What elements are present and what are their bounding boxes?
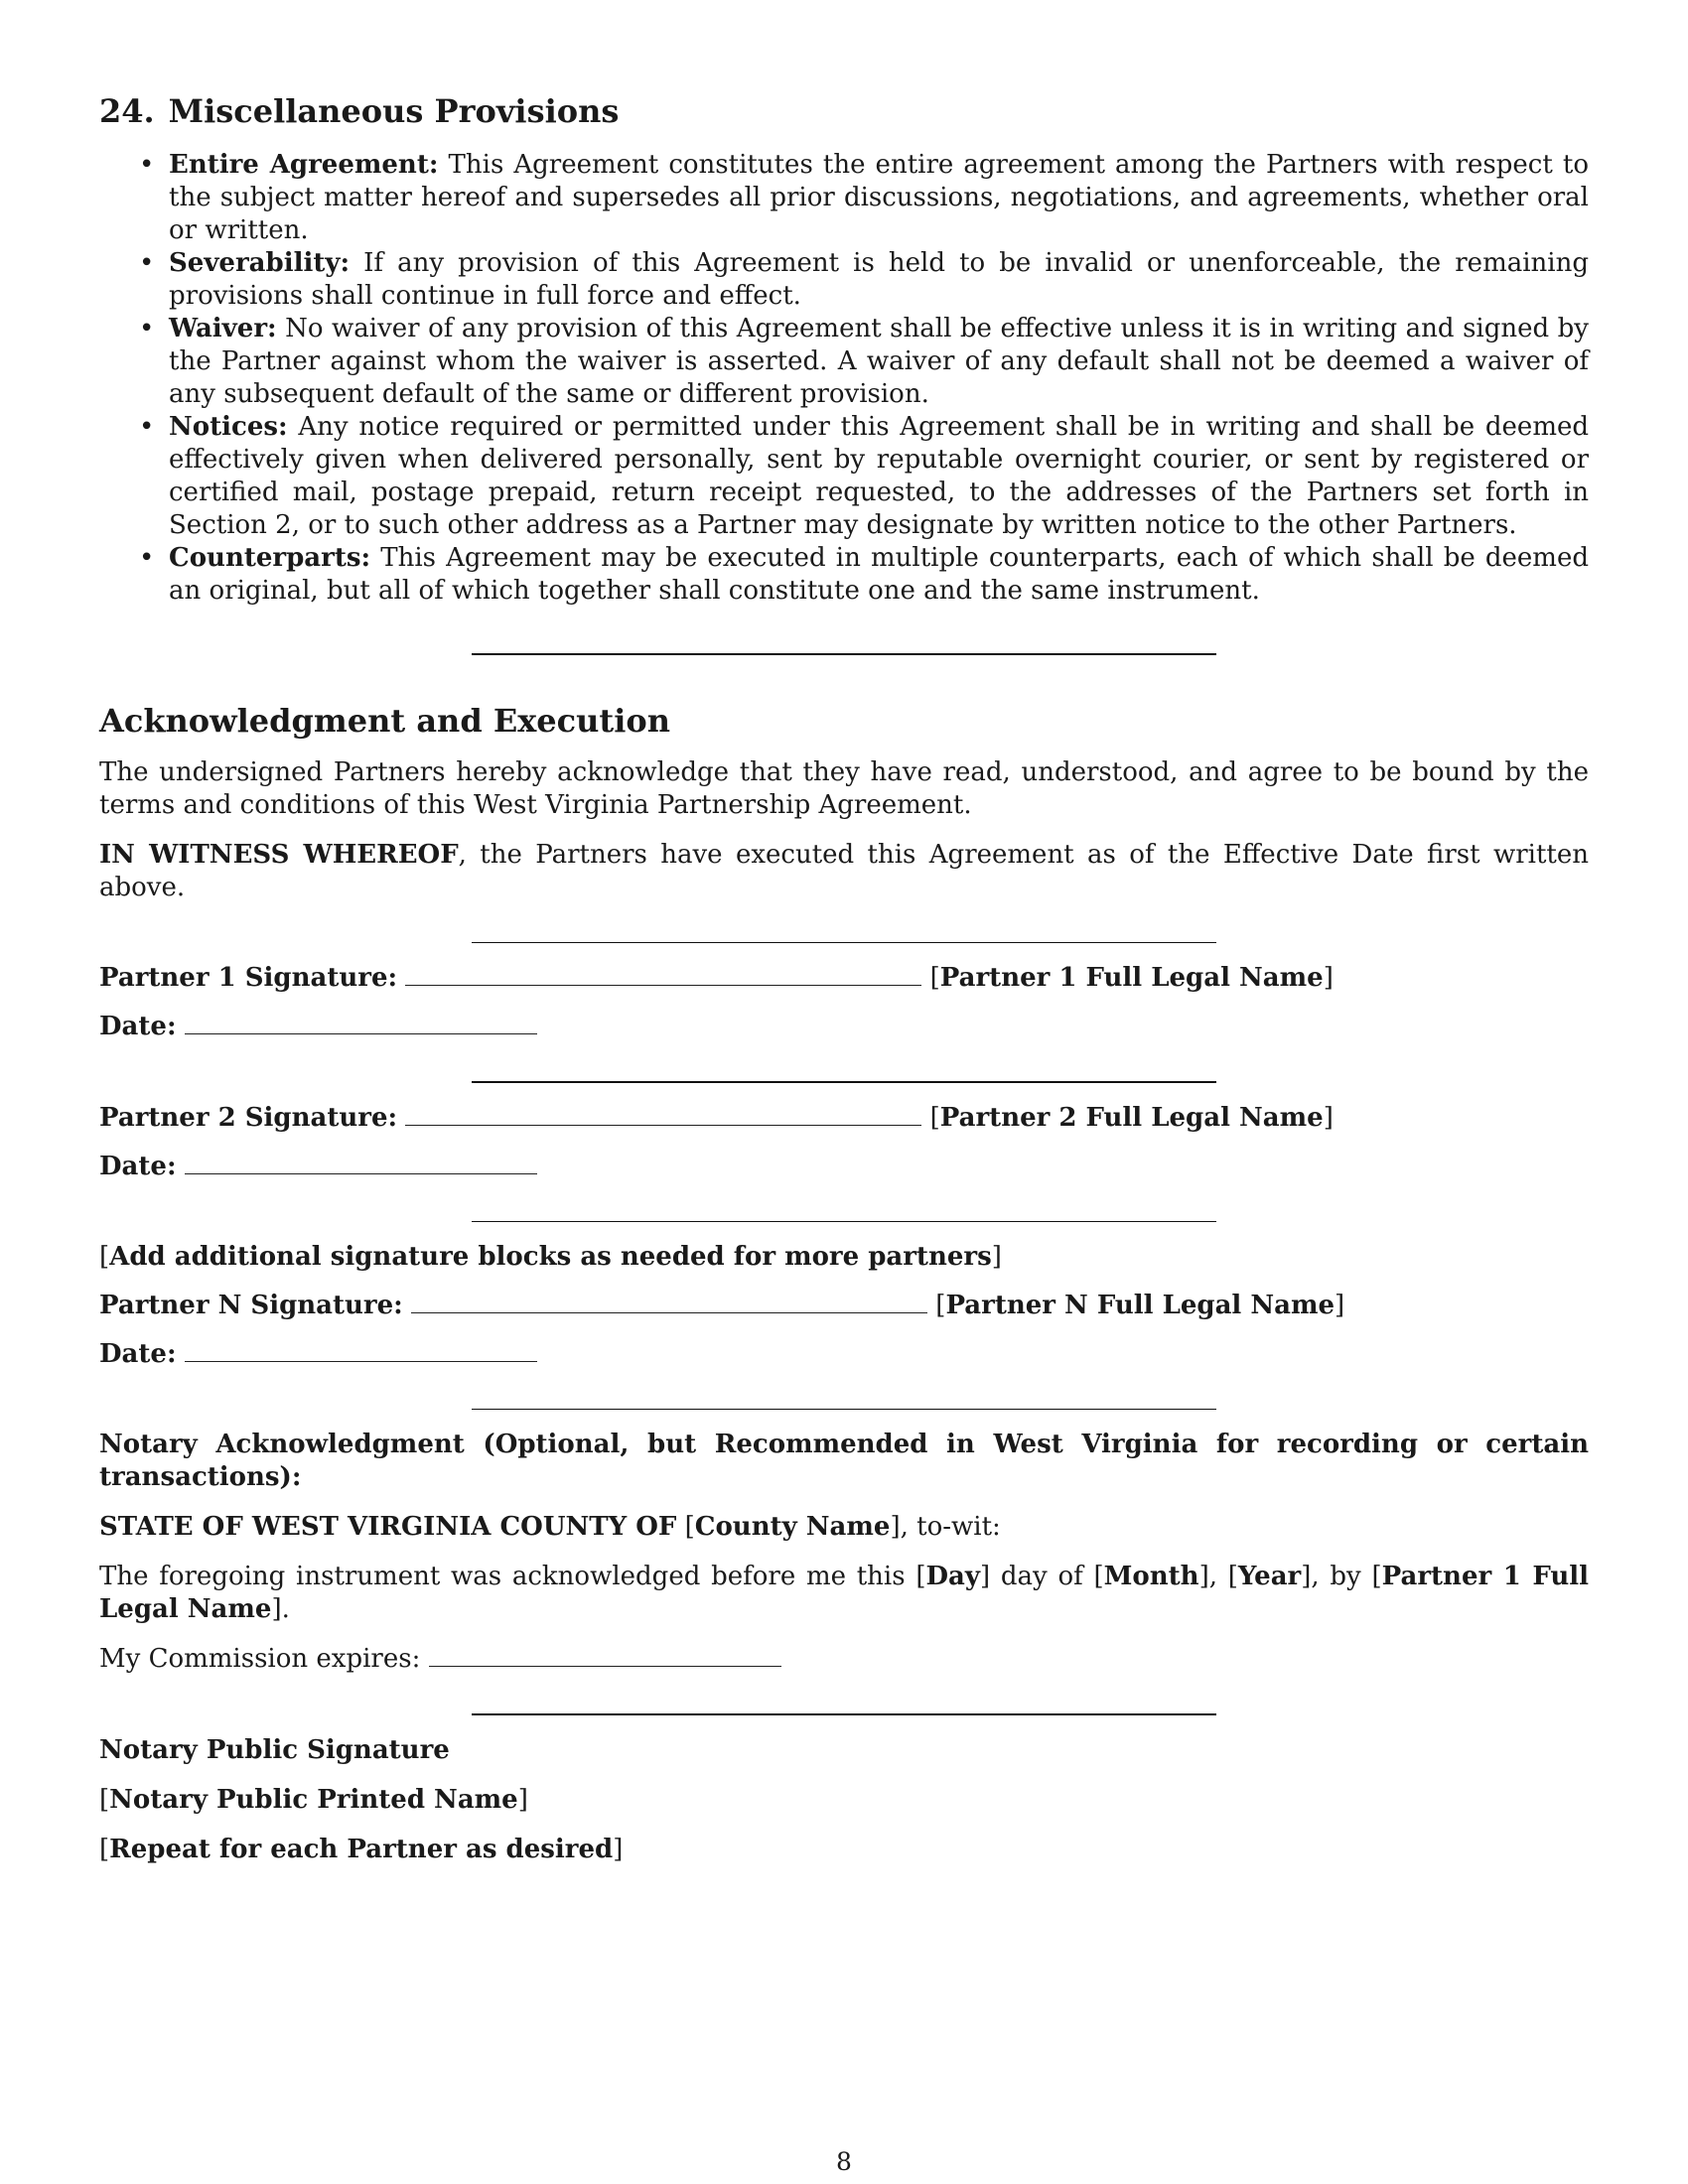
provisions-list <box>99 149 1589 608</box>
date-line[interactable] <box>185 1339 537 1362</box>
notary-heading <box>99 1429 1589 1494</box>
list-item <box>169 149 1589 247</box>
divider <box>472 942 1216 943</box>
additional-blocks-note: [Add additional signature blocks as needed for more partners] <box>99 1242 1002 1272</box>
date-label: Date: <box>99 1339 177 1369</box>
signature-label: Partner N Signature: <box>99 1291 403 1320</box>
partner-name: Partner 2 Full Legal Name <box>939 1103 1324 1133</box>
list-item <box>169 542 1589 608</box>
signature-line[interactable] <box>405 1103 921 1126</box>
date-line[interactable] <box>185 1012 537 1034</box>
acknowledgment-title: Acknowledgment and Execution <box>99 702 670 740</box>
commission-row <box>99 1643 1589 1676</box>
notary-heading-text: Notary Acknowledgment (Optional, but Recommended in West Virginia for recording or certain transactions): <box>99 1430 1589 1492</box>
list-item <box>169 411 1589 542</box>
signature-line[interactable] <box>405 963 921 986</box>
divider <box>472 1409 1216 1410</box>
notary-partner-name: Partner 1 Full Legal Name <box>99 1562 1589 1624</box>
partner-2-signature-row: Partner 2 Signature: [Partner 2 Full Legal Name] <box>99 1103 1334 1133</box>
additional-note-text: Add additional signature blocks as needed for more partners <box>109 1242 992 1272</box>
state-county-line: STATE OF WEST VIRGINIA COUNTY OF [County Name], to-wit: <box>99 1512 1001 1542</box>
partner-name: Partner 1 Full Legal Name <box>939 963 1324 993</box>
notary-signature-text: Notary Public Signature <box>99 1735 450 1765</box>
instrument-text: The foregoing instrument was acknowledged before me this <box>99 1562 906 1591</box>
provision-text: If any provision of this Agreement is held to be invalid or unenforceable, the remaining provisions shall continue in full force and effect. <box>169 248 1589 311</box>
document-page <box>99 91 1589 1866</box>
date-line[interactable] <box>185 1152 537 1174</box>
witness-paragraph <box>99 839 1589 904</box>
section-heading <box>99 91 1589 131</box>
provision-text: This Agreement may be executed in multiple counterparts, each of which shall be deemed an original, but all of which together shall constitute one and the same instrument. <box>169 543 1589 606</box>
provision-term: Counterparts: <box>169 543 371 573</box>
repeat-note-text: Repeat for each Partner as desired <box>109 1835 614 1864</box>
instrument-statement: The foregoing instrument was acknowledged before me this [Day] day of [Month], [Year], by [Partner 1 Full Legal Name]. <box>99 1562 1589 1624</box>
list-item <box>169 313 1589 411</box>
provision-term: Entire Agreement: <box>169 150 439 180</box>
provision-term: Severability: <box>169 248 351 278</box>
partner-1-signature-row: Partner 1 Signature: [Partner 1 Full Legal Name] <box>99 963 1334 993</box>
witness-text: , the Partners have executed this Agreement as of the Effective Date first written above. <box>99 840 1589 902</box>
notary-printed-name: [Notary Public Printed Name] <box>99 1785 528 1815</box>
divider <box>472 1081 1216 1083</box>
witness-bold: IN WITNESS WHEREOF <box>99 840 459 870</box>
partner-2-date-row <box>99 1151 1589 1183</box>
partner-n-date-row <box>99 1338 1589 1371</box>
signature-label: Partner 2 Signature: <box>99 1103 398 1133</box>
provision-text: This Agreement constitutes the entire agreement among the Partners with respect to the subject matter hereof and supersedes all prior discussions, negotiations, and agreements, whether oral or written. <box>169 150 1589 245</box>
provision-term: Waiver: <box>169 314 277 343</box>
partner-n-signature-row: Partner N Signature: [Partner N Full Legal Name] <box>99 1291 1345 1320</box>
date-label: Date: <box>99 1012 177 1041</box>
partner-name: Partner N Full Legal Name <box>945 1291 1336 1320</box>
repeat-note: [Repeat for each Partner as desired] <box>99 1835 624 1864</box>
section-number: 24. <box>99 92 155 130</box>
county-placeholder: County Name <box>694 1512 891 1542</box>
notary-signature-label <box>99 1734 1589 1767</box>
commission-label: My Commission expires: <box>99 1644 421 1674</box>
provision-text: No waiver of any provision of this Agreement shall be effective unless it is in writing and signed by the Partner against whom the waiver is asserted. A waiver of any default shall not be deemed a waiver of any subsequent default of the same or different provision. <box>169 314 1589 409</box>
provision-text: Any notice required or permitted under this Agreement shall be in writing and shall be deemed effectively given when delivered personally, sent by reputable overnight courier, or sent by registered or certified mail, postage prepaid, return receipt requested, to the addresses of the Partners set forth in Section 2, or to such other address as a Partner may designate by written notice to the other Partners. <box>169 412 1590 540</box>
provision-term: Notices: <box>169 412 288 442</box>
page-number: 8 <box>836 2147 852 2176</box>
year-placeholder: Year <box>1237 1562 1302 1591</box>
day-of-text: day of <box>1000 1562 1083 1591</box>
list-item <box>169 247 1589 313</box>
month-placeholder: Month <box>1103 1562 1199 1591</box>
to-wit: , to-wit: <box>900 1512 1001 1542</box>
section-title: Miscellaneous Provisions <box>168 92 620 130</box>
commission-line[interactable] <box>429 1644 781 1667</box>
signature-label: Partner 1 Signature: <box>99 963 398 993</box>
divider <box>472 1713 1216 1715</box>
divider <box>472 653 1216 655</box>
partner-1-date-row <box>99 1011 1589 1043</box>
by-text: by <box>1330 1562 1361 1591</box>
date-label: Date: <box>99 1152 177 1181</box>
notary-printed-name-text: Notary Public Printed Name <box>109 1785 518 1815</box>
state-label: STATE OF WEST VIRGINIA COUNTY OF <box>99 1512 677 1542</box>
signature-line[interactable] <box>411 1291 927 1313</box>
acknowledgment-intro: The undersigned Partners hereby acknowledge that they have read, understood, and agree to be bound by the terms and conditions of this West Virginia Partnership Agreement. <box>99 757 1589 820</box>
day-placeholder: Day <box>925 1562 980 1591</box>
divider <box>472 1221 1216 1222</box>
